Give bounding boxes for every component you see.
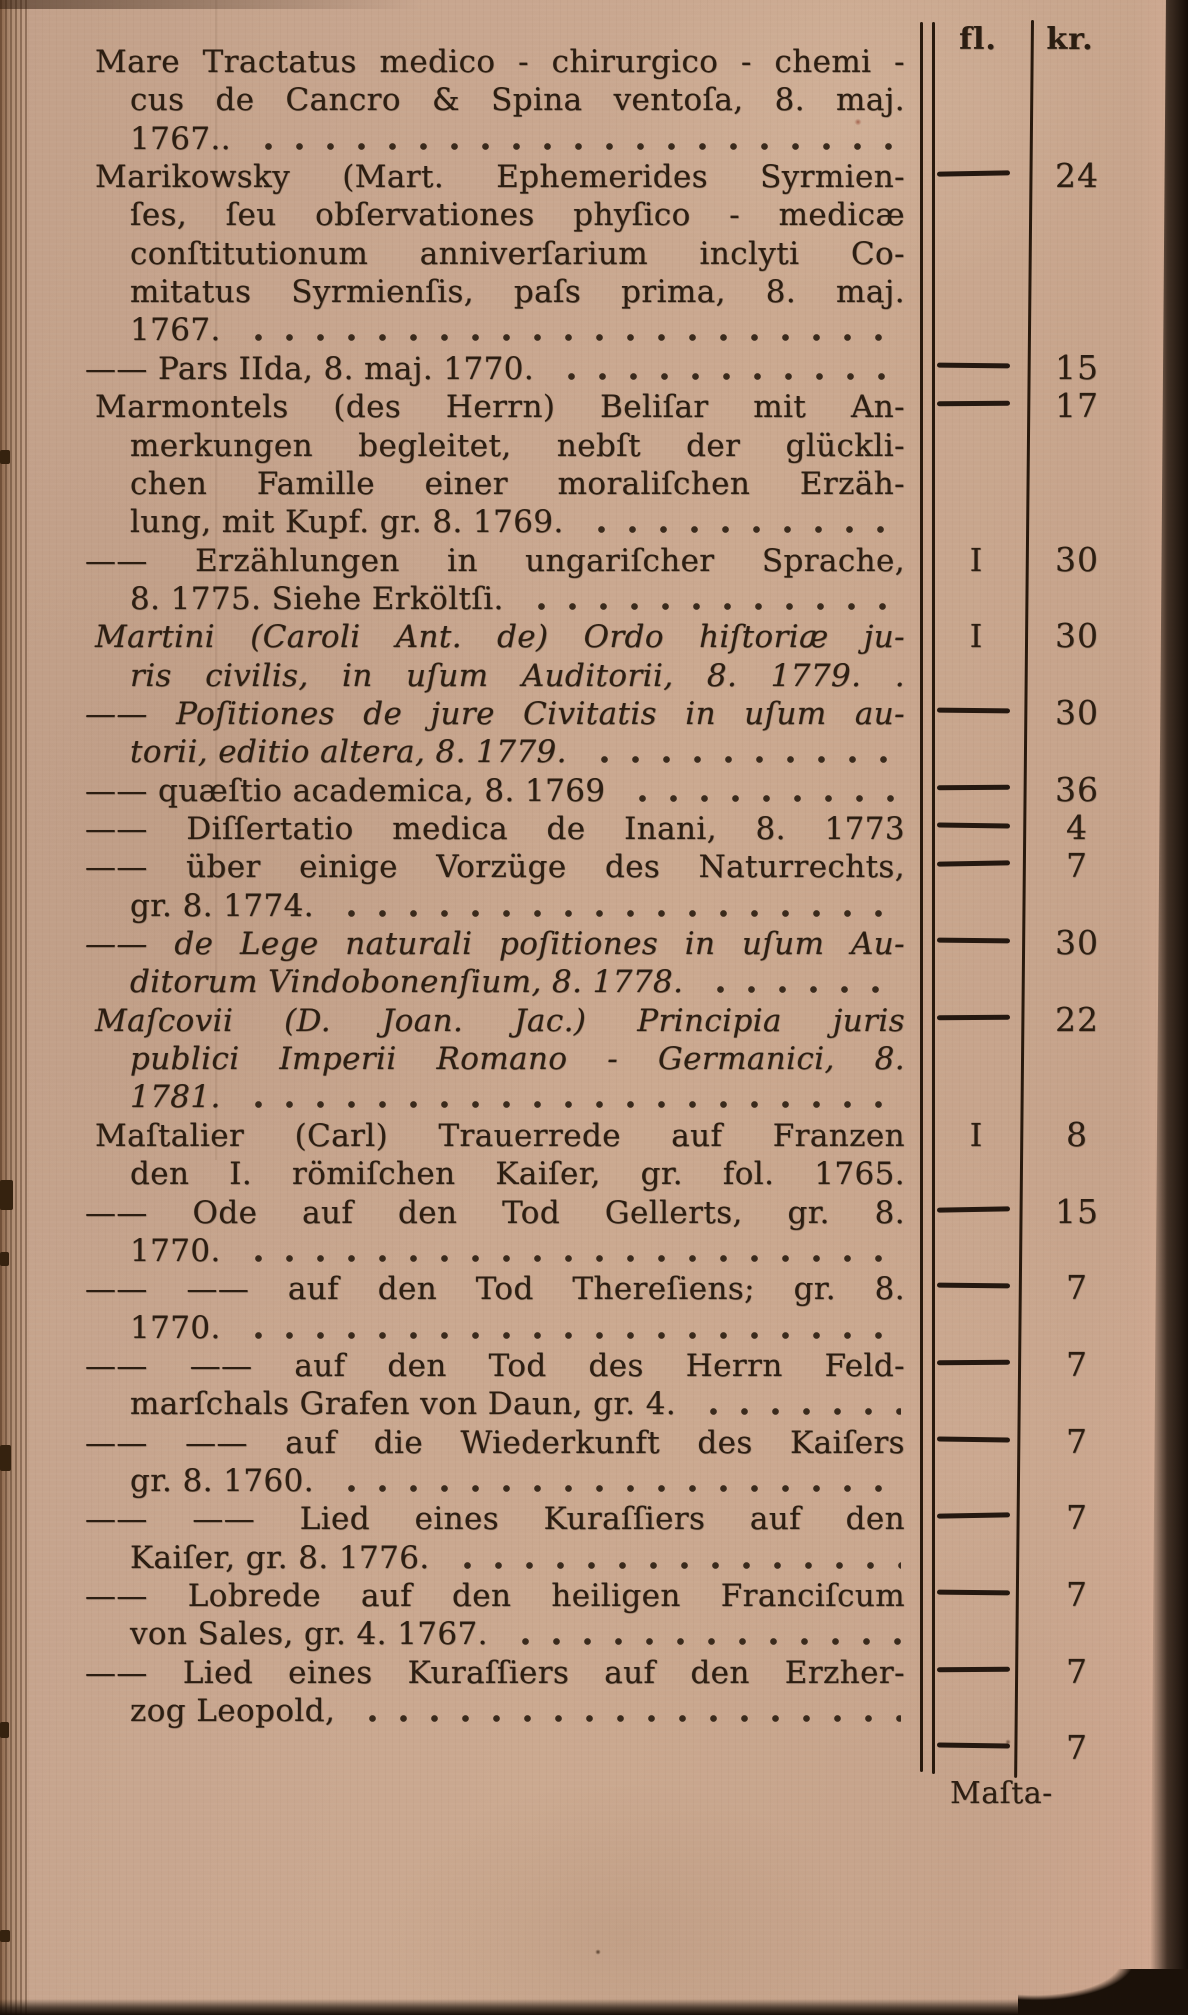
fl-dash (937, 1014, 1010, 1020)
entry-line: Marikowsky (Mart. Ephemerides Syrmien- (95, 159, 905, 196)
entry-line (130, 505, 905, 541)
fl-dash (937, 861, 1010, 867)
entry-text: gr. 8. 1774. (130, 887, 314, 924)
entry-line (130, 735, 905, 771)
entry-text: zog Leopold, (130, 1693, 336, 1730)
dot-leader (330, 907, 901, 920)
entry-line (130, 965, 905, 1001)
entry-line: merkungen begleitet, nebſt der glückli- (130, 427, 905, 464)
dot-leader (237, 331, 901, 344)
kr-value: 30 (1055, 923, 1099, 963)
kr-value: 30 (1055, 539, 1099, 579)
kr-column-header: kr. (1046, 22, 1094, 57)
price-row (0, 1421, 1188, 1466)
price-row (0, 539, 1188, 584)
kr-value: 7 (1066, 1268, 1088, 1308)
entry-line (130, 582, 905, 618)
entry-line: —— —— auf den Tod des Herrn Feld- (85, 1347, 905, 1384)
fl-dash (937, 362, 1010, 368)
entry-line (130, 1694, 905, 1730)
entry-text: 1770. (130, 1232, 221, 1269)
entry-line (130, 122, 905, 158)
dot-leader (351, 1712, 901, 1725)
page-edge-bottom (0, 1999, 1188, 2015)
entry-line: Maſtalier (Carl) Trauerrede auf Franzen (95, 1117, 905, 1154)
entry-line: —— Lied eines Kuraſſiers auf den Erzher- (85, 1654, 905, 1691)
entry-text: 1781. (130, 1079, 221, 1116)
entry-line: mitatus Syrmienſis, paſs prima, 8. maj. (130, 274, 905, 311)
entry-line (130, 1617, 905, 1653)
kr-value: 17 (1055, 386, 1099, 426)
entry-line: Maſcovii (D. Joan. Jac.) Principia juris (95, 1002, 905, 1039)
entry-line (130, 1541, 905, 1577)
entry-line: —— über einige Vorzüge des Naturrechts, (85, 849, 905, 886)
fl-dash (937, 1743, 1010, 1749)
entry-line: —— Diſſertatio medica de Inani, 8. 1773 (85, 811, 905, 847)
entry-text: ditorum Vindobonenſium, 8. 1778. (130, 964, 684, 1001)
binding-mark (0, 1930, 10, 1942)
dot-leader (247, 140, 901, 153)
price-row (0, 388, 1188, 430)
kr-value: 30 (1055, 692, 1099, 732)
price-row (0, 1730, 1188, 1772)
price-row (0, 1191, 1188, 1236)
entry-text: Kaiſer, gr. 8. 1776. (130, 1539, 430, 1576)
price-row (0, 810, 1188, 852)
dot-leader (237, 1329, 901, 1342)
entry-line: Mare Tractatus medico - chirurgico - chemi - (95, 44, 905, 80)
entry-line: —— —— auf die Wiederkunft des Kaiſers (85, 1424, 905, 1461)
entry-line: —— —— Lied eines Kuraſſiers auf den (85, 1501, 905, 1538)
entry-line: —— Poſitiones de jure Civitatis in uſum au- (85, 695, 905, 732)
kr-value: 7 (1066, 1344, 1088, 1384)
price-row (0, 999, 1188, 1044)
dot-leader (580, 523, 901, 536)
entry-line: —— Ode auf den Tod Gellerts, gr. 8. (85, 1194, 905, 1231)
price-row (0, 692, 1188, 737)
fl-value: I (969, 1115, 983, 1154)
dot-leader (692, 1405, 901, 1418)
entry-line: —— Lobrede auf den heiligen Franciſcum (85, 1578, 905, 1614)
kr-value: 22 (1055, 999, 1099, 1039)
entry-text: 1767.. (130, 120, 232, 157)
entry-line: cus de Cancro & Spina ventoſa, 8. maj. (130, 82, 905, 119)
dot-leader (699, 983, 901, 996)
entry-line: Marmontels (des Herrn) Beliſar mit An- (95, 389, 905, 426)
dot-leader (330, 1482, 901, 1495)
kr-value: 7 (1066, 1651, 1088, 1691)
fl-dash (937, 938, 1010, 944)
entry-line: ris civilis, in uſum Auditorii, 8. 1779. . (130, 657, 905, 694)
entry-line (130, 1387, 905, 1423)
dot-leader (520, 600, 901, 613)
price-row (0, 347, 1188, 392)
kr-value: 15 (1055, 347, 1099, 387)
dot-leader (583, 753, 901, 766)
page-corner-curl (1018, 1969, 1188, 2015)
entry-text: marſchals Grafen von Daun, gr. 4. (130, 1386, 677, 1423)
price-row (0, 848, 1188, 890)
entry-text: —— quæſtio academica, 8. 1769 (85, 772, 606, 809)
dot-leader (446, 1559, 901, 1572)
price-row (0, 1500, 1188, 1542)
fl-value: I (969, 540, 983, 579)
entry-line: —— Erzählungen in ungariſcher Sprache, (85, 542, 905, 579)
kr-value: 30 (1055, 616, 1099, 656)
entry-line: Martini (Caroli Ant. de) Ordo hiſtoriæ ju- (95, 619, 905, 656)
entry-text: 1767. (130, 312, 221, 349)
fl-dash (937, 784, 1010, 790)
binding-mark (0, 1252, 9, 1266)
price-row (0, 769, 1188, 814)
entry-text: 8. 1775. Siehe Erköltſi. (130, 580, 504, 617)
kr-value: 7 (1066, 1421, 1088, 1461)
dot-leader (237, 1252, 901, 1265)
entry-line: conſtitutionum anniverſarium inclyti Co- (130, 235, 905, 272)
price-row (0, 158, 1188, 200)
fl-dash (937, 1513, 1010, 1519)
entry-text: —— Pars IIda, 8. maj. 1770. (85, 350, 535, 387)
entry-line (130, 889, 905, 925)
dot-leader (237, 1098, 901, 1111)
fl-value: I (969, 617, 983, 656)
kr-value: 8 (1066, 1114, 1088, 1154)
kr-value: 4 (1066, 808, 1088, 847)
fl-dash (937, 170, 1010, 176)
entry-line (130, 313, 905, 349)
kr-value: 24 (1055, 156, 1099, 196)
dot-leader (504, 1635, 901, 1648)
entry-line (130, 1234, 905, 1270)
kr-value: 7 (1066, 1498, 1088, 1538)
fl-dash (937, 1666, 1010, 1672)
price-row (0, 618, 1188, 660)
fl-dash (937, 1590, 1010, 1596)
fl-dash (937, 1436, 1010, 1442)
fl-dash (937, 401, 1010, 407)
entry-text: lung, mit Kupf. gr. 8. 1769. (130, 504, 564, 541)
binding-mark (0, 450, 10, 464)
entry-line: chen Famille einer moraliſchen Erzäh- (130, 465, 905, 502)
entry-line: ſes, ſeu obſervationes phyſico - medicæ (130, 197, 905, 234)
kr-value: 15 (1055, 1191, 1099, 1231)
fl-column-header: fl. (959, 22, 997, 57)
entry-line (130, 1311, 905, 1347)
catchword: Maſta- (950, 1776, 1053, 1811)
entry-text: von Sales, gr. 4. 1767. (130, 1616, 488, 1653)
price-row (0, 1114, 1188, 1159)
entry-line: den I. römiſchen Kaiſer, gr. fol. 1765. (130, 1156, 905, 1193)
top-edge-shadow (0, 0, 420, 9)
price-row (0, 925, 1188, 967)
kr-value: 7 (1066, 1575, 1088, 1614)
price-row (0, 1344, 1188, 1389)
price-row (0, 1577, 1188, 1619)
kr-value: 7 (1066, 846, 1088, 886)
entry-text: torii, editio altera, 8. 1779. (130, 734, 567, 771)
fl-dash (937, 822, 1010, 828)
fl-dash (937, 1283, 1010, 1289)
entry-text: 1770. (130, 1309, 221, 1346)
kr-value: 7 (1066, 1728, 1088, 1768)
fl-dash (937, 708, 1010, 714)
fl-dash (937, 1206, 1010, 1212)
entry-line: —— —— auf den Tod Thereſiens; gr. 8. (85, 1271, 905, 1308)
fl-dash (937, 1360, 1010, 1366)
kr-value: 36 (1055, 769, 1099, 809)
entry-line: publici Imperii Romano - Germanici, 8. (130, 1041, 905, 1078)
entry-line (130, 1464, 905, 1500)
entry-text: gr. 8. 1760. (130, 1462, 314, 1499)
entry-line (130, 1080, 905, 1116)
price-row (0, 1270, 1188, 1312)
entry-line: —— de Lege naturali poſitiones in uſum Au- (85, 926, 905, 963)
price-row (0, 1651, 1188, 1696)
